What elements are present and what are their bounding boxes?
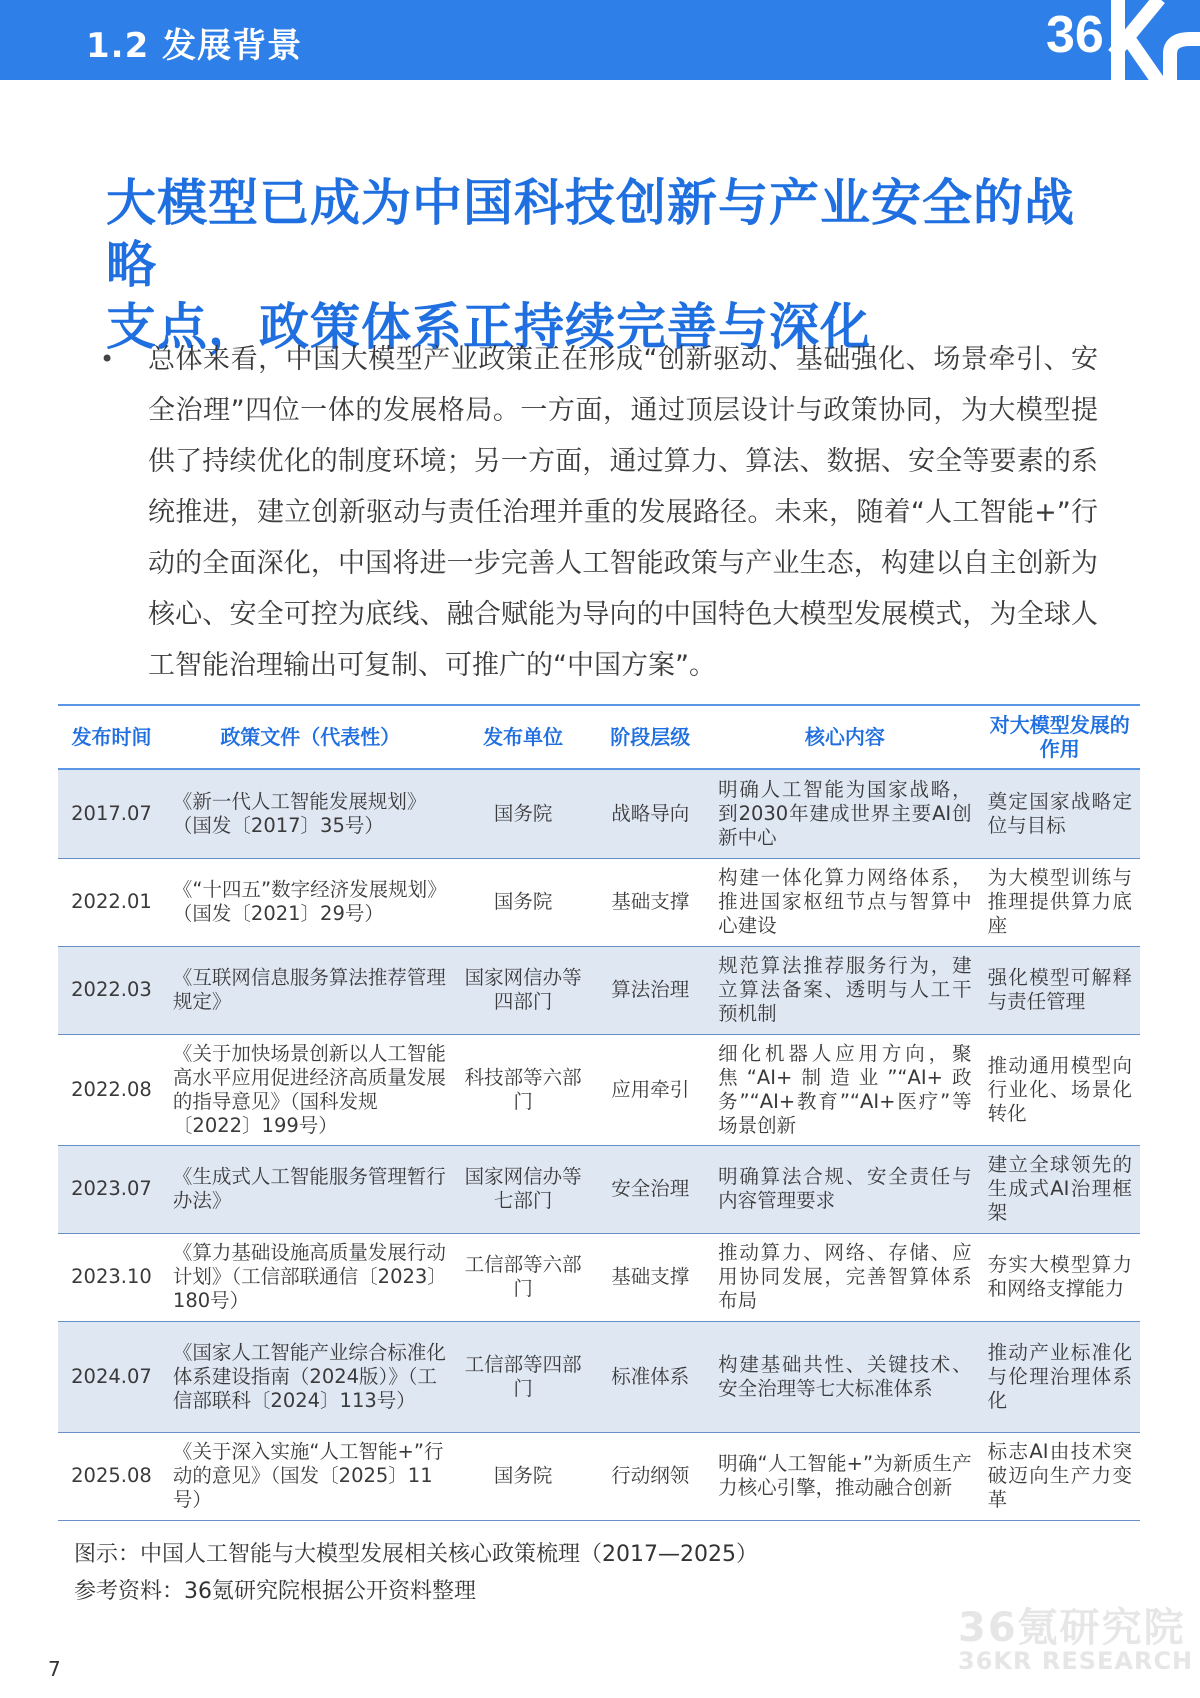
table-row	[58, 1233, 1140, 1321]
page-number: 7	[48, 1657, 61, 1681]
cell-core-content: 明确算法合规、安全责任与内容管理要求	[710, 1145, 979, 1233]
cell-core-content: 明确人工智能为国家战略，到2030年建成世界主要AI创新中心	[710, 769, 979, 858]
cell-date: 2017.07	[58, 769, 165, 858]
table-body	[58, 769, 1140, 1520]
cell-stage: 安全治理	[590, 1145, 710, 1233]
table-row	[58, 1321, 1140, 1432]
cell-core-content: 明确“人工智能+”为新质生产力核心引擎，推动融合创新	[710, 1432, 979, 1520]
cell-date: 2023.07	[58, 1145, 165, 1233]
cell-stage: 战略导向	[590, 769, 710, 858]
cell-document: 《“十四五”数字经济发展规划》（国发〔2021〕29号）	[165, 858, 456, 946]
cell-issuer: 国务院	[456, 858, 591, 946]
cell-stage: 基础支撑	[590, 858, 710, 946]
cell-issuer: 国家网信办等七部门	[456, 1145, 591, 1233]
table-row	[58, 858, 1140, 946]
cell-issuer: 科技部等六部门	[456, 1034, 591, 1145]
cell-date: 2023.10	[58, 1233, 165, 1321]
summary-paragraph: 总体来看，中国大模型产业政策正在形成“创新驱动、基础强化、场景牵引、安全治理”四位一体的发展格局。一方面，通过顶层设计与政策协同，为大模型提供了持续优化的制度环境；另一方面，通过算力、算法、数据、安全等要素的系统推进，建立创新驱动与责任治理并重的发展路径。未来，随着“人工智能+”行动的全面深化，中国将进一步完善人工智能政策与产业生态，构建以自主创新为核心、安全可控为底线、融合赋能为导向的中国特色大模型发展模式，为全球人工智能治理输出可复制、可推广的“中国方案”。	[148, 344, 1098, 681]
table-row	[58, 769, 1140, 858]
figure-caption	[74, 1536, 758, 1610]
page-headline	[106, 172, 1106, 358]
cell-date: 2025.08	[58, 1432, 165, 1520]
cell-role: 夯实大模型算力和网络支撑能力	[980, 1233, 1140, 1321]
bullet-icon: •	[100, 345, 115, 373]
watermark-en: 36KR RESEARCH	[958, 1647, 1194, 1675]
header-role: 对大模型发展的作用	[980, 705, 1140, 769]
cell-document: 《关于加快场景创新以人工智能高水平应用促进经济高质量发展的指导意见》（国科发规〔2022〕199号）	[165, 1034, 456, 1145]
cell-core-content: 规范算法推荐服务行为，建立算法备案、透明与人工干预机制	[710, 946, 979, 1034]
section-title: 1.2 发展背景	[86, 26, 303, 66]
table-header	[58, 705, 1140, 769]
cell-date: 2024.07	[58, 1321, 165, 1432]
headline-line-2: 支点，政策体系正持续完善与深化	[106, 298, 871, 356]
header-date: 发布时间	[58, 705, 165, 769]
cell-core-content: 构建基础共性、关键技术、安全治理等七大标准体系	[710, 1321, 979, 1432]
cell-role: 强化模型可解释与责任管理	[980, 946, 1140, 1034]
header-document: 政策文件（代表性）	[165, 705, 456, 769]
cell-issuer: 国务院	[456, 769, 591, 858]
table-row	[58, 1432, 1140, 1520]
headline-line-1: 大模型已成为中国科技创新与产业安全的战略	[106, 174, 1075, 294]
cell-document: 《国家人工智能产业综合标准化体系建设指南（2024版）》（工信部联科〔2024〕113号）	[165, 1321, 456, 1432]
brand-logo	[1040, 0, 1200, 84]
cell-document: 《互联网信息服务算法推荐管理规定》	[165, 946, 456, 1034]
cell-stage: 算法治理	[590, 946, 710, 1034]
cell-date: 2022.03	[58, 946, 165, 1034]
cell-document: 《生成式人工智能服务管理暂行办法》	[165, 1145, 456, 1233]
table-row	[58, 1034, 1140, 1145]
cell-role: 奠定国家战略定位与目标	[980, 769, 1140, 858]
svg-text:36: 36	[1046, 6, 1104, 64]
cell-role: 建立全球领先的生成式AI治理框架	[980, 1145, 1140, 1233]
cell-date: 2022.08	[58, 1034, 165, 1145]
cell-issuer: 国务院	[456, 1432, 591, 1520]
cell-date: 2022.01	[58, 858, 165, 946]
cell-document: 《算力基础设施高质量发展行动计划》（工信部联通信〔2023〕180号）	[165, 1233, 456, 1321]
cell-stage: 行动纲领	[590, 1432, 710, 1520]
caption-figure: 图示：中国人工智能与大模型发展相关核心政策梳理（2017—2025）	[74, 1542, 758, 1567]
cell-issuer: 工信部等六部门	[456, 1233, 591, 1321]
cell-core-content: 细化机器人应用方向，聚焦“AI+制造业”“AI+政务”“AI+教育”“AI+医疗”等场景创新	[710, 1034, 979, 1145]
cell-core-content: 推动算力、网络、存储、应用协同发展，完善智算体系布局	[710, 1233, 979, 1321]
cell-stage: 基础支撑	[590, 1233, 710, 1321]
cell-role: 为大模型训练与推理提供算力底座	[980, 858, 1140, 946]
policy-table	[58, 704, 1140, 1521]
cell-role: 标志AI由技术突破迈向生产力变革	[980, 1432, 1140, 1520]
watermark-cn: 36氪研究院	[958, 1605, 1186, 1651]
cell-stage: 标准体系	[590, 1321, 710, 1432]
header-issuer: 发布单位	[456, 705, 591, 769]
cell-issuer: 国家网信办等四部门	[456, 946, 591, 1034]
cell-role: 推动通用模型向行业化、场景化转化	[980, 1034, 1140, 1145]
cell-stage: 应用牵引	[590, 1034, 710, 1145]
caption-source: 参考资料：36氪研究院根据公开资料整理	[74, 1579, 476, 1604]
header-stage: 阶段层级	[590, 705, 710, 769]
table-row	[58, 946, 1140, 1034]
cell-document: 《关于深入实施“人工智能+”行动的意见》（国发〔2025〕11号）	[165, 1432, 456, 1520]
header-core-content: 核心内容	[710, 705, 979, 769]
cell-document: 《新一代人工智能发展规划》（国发〔2017〕35号）	[165, 769, 456, 858]
cell-issuer: 工信部等四部门	[456, 1321, 591, 1432]
cell-core-content: 构建一体化算力网络体系，推进国家枢纽节点与智算中心建设	[710, 858, 979, 946]
table-row	[58, 1145, 1140, 1233]
cell-role: 推动产业标准化与伦理治理体系化	[980, 1321, 1140, 1432]
